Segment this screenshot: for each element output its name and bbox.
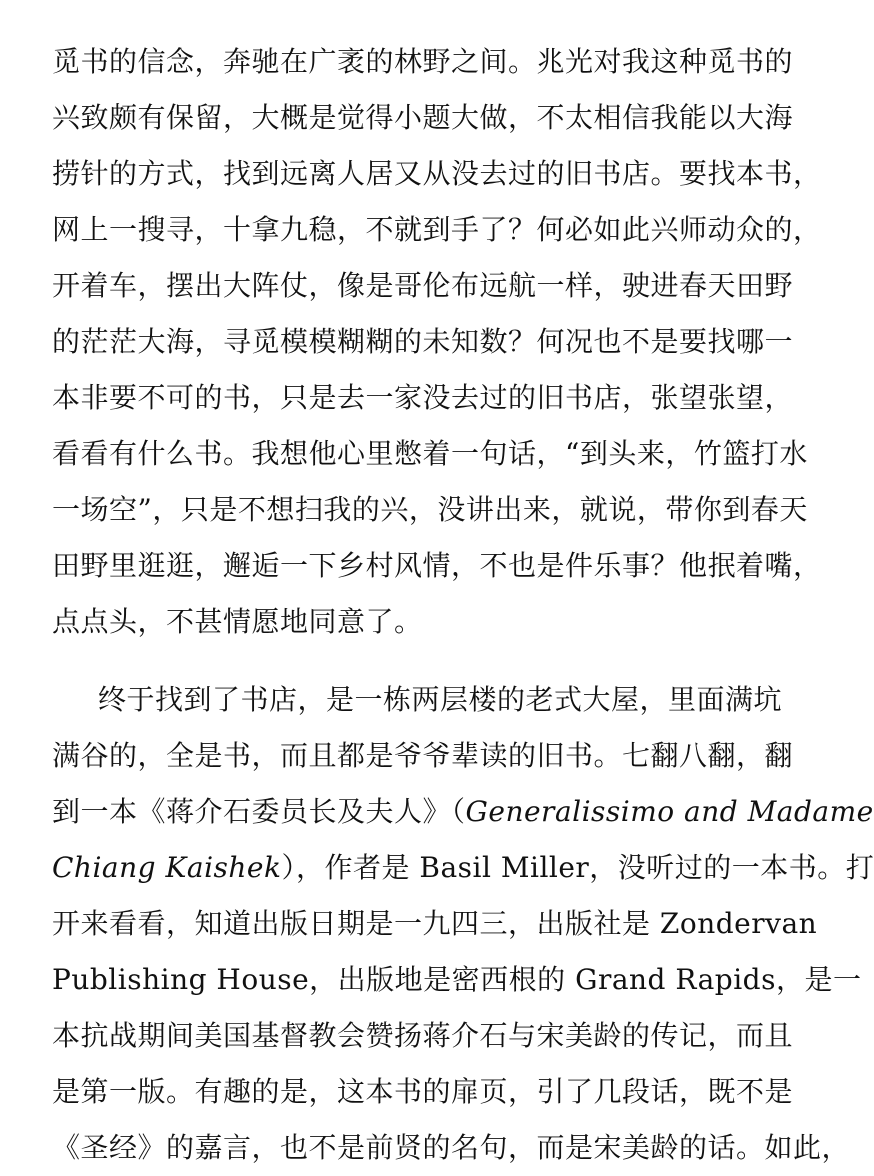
text-line: 是第一版。有趣的是，这本书的扉页，引了几段话，既不是	[52, 1075, 794, 1108]
text-line: 的茫茫大海，寻觅模模糊糊的未知数？何况也不是要找哪一	[52, 325, 794, 358]
paragraph-gap	[52, 650, 804, 672]
text-line: 终于找到了书店，是一栋两层楼的老式大屋，里面满坑	[98, 683, 783, 716]
text-line: 《圣经》的嘉言，也不是前贤的名句，而是宋美龄的话。如此，	[52, 1131, 851, 1164]
book-title-english: Chiang Kaishek	[52, 851, 282, 884]
body-text	[52, 34, 874, 1176]
text-line: 点点头，不甚情愿地同意了。	[52, 605, 423, 638]
text-line	[52, 784, 874, 840]
text-run: 到一本《蒋介石委员长及夫人》（	[52, 795, 466, 828]
text-line: 满谷的，全是书，而且都是爷爷辈读的旧书。七翻八翻，翻	[52, 739, 794, 772]
book-title-english: Generalissimo and Madame	[465, 795, 874, 828]
text-line: 捞针的方式，找到远离人居又从没去过的旧书店。要找本书，	[52, 157, 822, 190]
text-line: 一场空”，只是不想扫我的兴，没讲出来，就说，带你到春天	[52, 493, 808, 526]
text-line: 田野里逛逛，邂逅一下乡村风情，不也是件乐事？他抿着嘴，	[52, 549, 822, 582]
text-line	[52, 840, 874, 896]
text-run: ），作者是 Basil Miller，没听过的一本书。打	[281, 851, 874, 884]
text-line: 本非要不可的书，只是去一家没去过的旧书店，张望张望，	[52, 381, 794, 414]
paragraph-1	[52, 34, 822, 650]
text-line: 开着车，摆出大阵仗，像是哥伦布远航一样，驶进春天田野	[52, 269, 794, 302]
text-line: 本抗战期间美国基督教会赞扬蒋介石与宋美龄的传记，而且	[52, 1019, 794, 1052]
text-line: 兴致颇有保留，大概是觉得小题大做，不太相信我能以大海	[52, 101, 794, 134]
text-line: 网上一搜寻，十拿九稳，不就到手了？何必如此兴师动众的，	[52, 213, 822, 246]
text-line: 开来看看，知道出版日期是一九四三，出版社是 Zondervan	[52, 907, 818, 940]
paragraph-2	[52, 672, 874, 1176]
text-line: 看看有什么书。我想他心里憋着一句话，“到头来，竹篮打水	[52, 437, 808, 470]
text-line: Publishing House，出版地是密西根的 Grand Rapids，是一	[52, 963, 862, 996]
text-line: 觅书的信念，奔驰在广袤的林野之间。兆光对我这种觅书的	[52, 45, 794, 78]
